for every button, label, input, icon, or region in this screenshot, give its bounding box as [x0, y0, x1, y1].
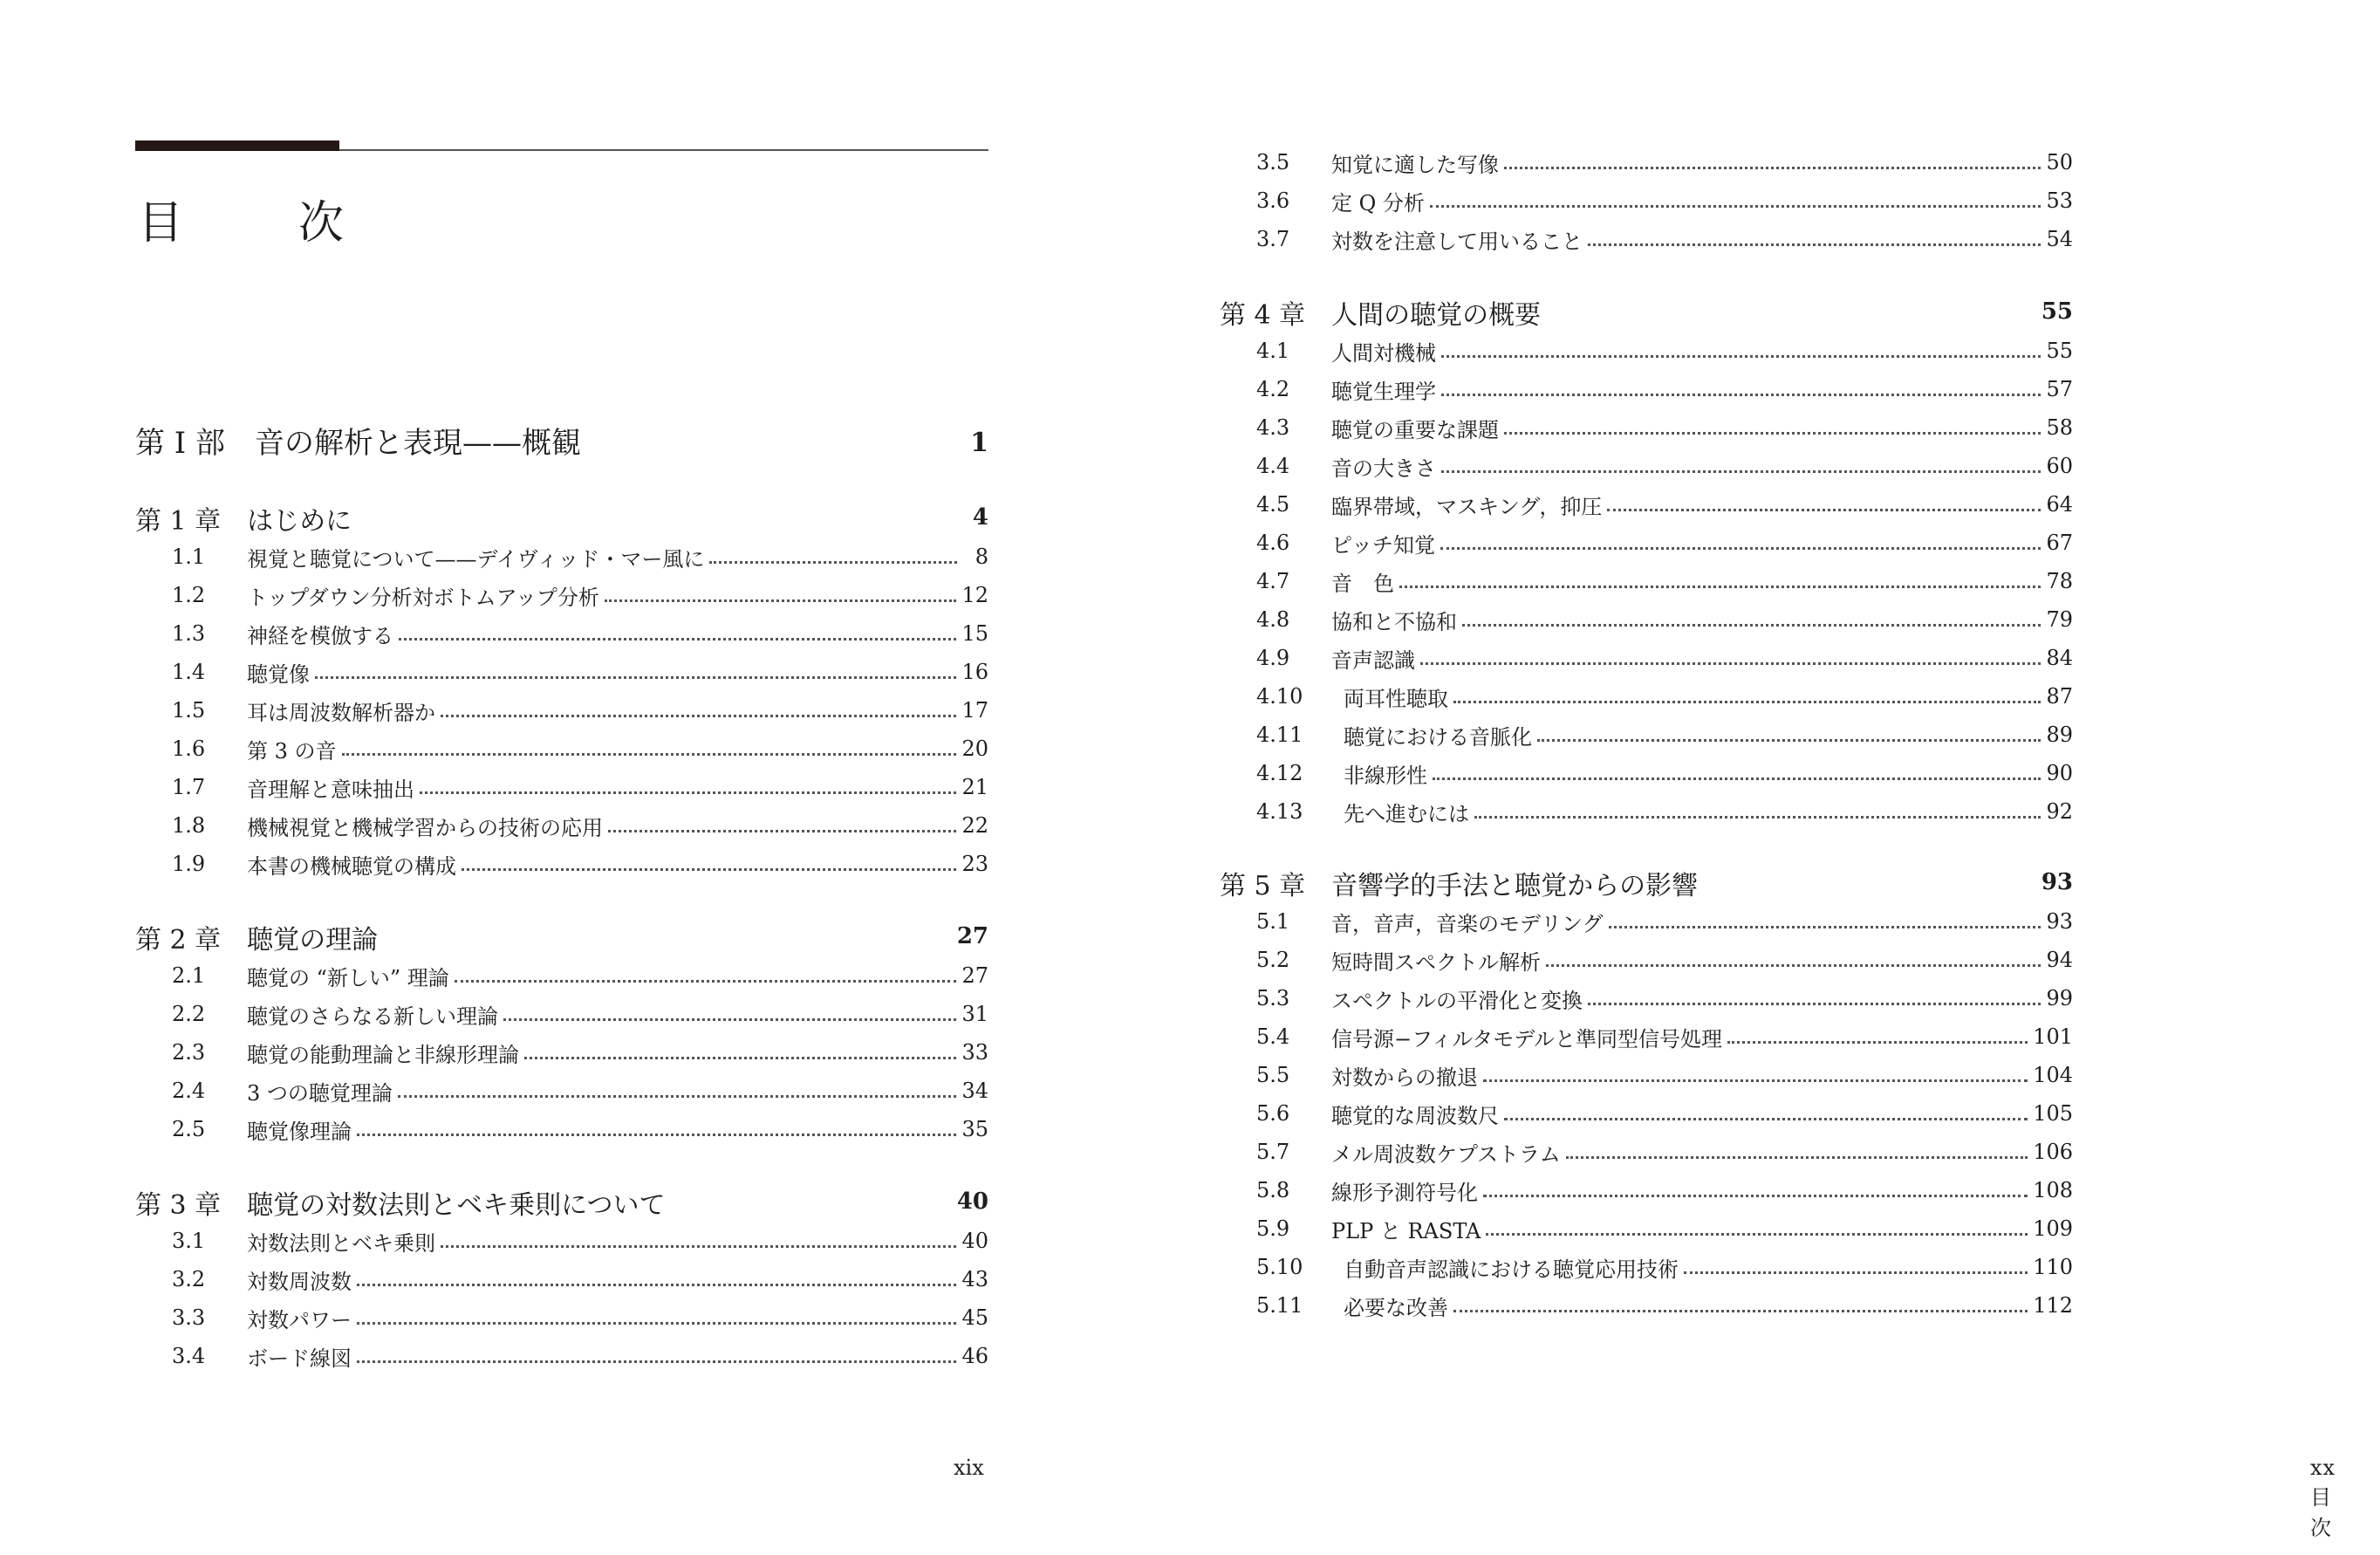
- entry-title: 音の大きさ: [1331, 456, 1436, 481]
- toc-entry-5-9[interactable]: [1220, 1209, 2073, 1248]
- entry-page: 54: [2046, 227, 2073, 251]
- toc-entry-5-6[interactable]: [1220, 1094, 2073, 1133]
- entry-title: 本書の機械聴覚の構成: [247, 853, 456, 879]
- entry-page: 109: [2033, 1216, 2073, 1241]
- entry-title: 聴覚像理論: [247, 1119, 352, 1144]
- dot-leader: [605, 599, 957, 602]
- dot-leader: [1609, 926, 2041, 928]
- chapter-heading[interactable]: [135, 1183, 988, 1220]
- entry-title: 定 Q 分析: [1331, 190, 1425, 216]
- dot-leader: [1607, 509, 2041, 511]
- entry-number: 2.3: [172, 1040, 206, 1065]
- entry-number: 5.2: [1256, 948, 1290, 972]
- toc-entry-5-2[interactable]: [1220, 941, 2073, 979]
- entry-page: 20: [961, 736, 988, 761]
- entry-number: 4.10: [1256, 684, 1303, 709]
- toc-entry-4-13[interactable]: [1220, 792, 2073, 831]
- entry-page: 8: [975, 545, 988, 569]
- dot-leader: [1483, 1079, 2028, 1082]
- chapter-page: 40: [956, 1189, 988, 1215]
- entry-number: 1.2: [172, 583, 206, 607]
- entry-title: 第 3 の音: [247, 738, 337, 764]
- entry-title: 視覚と聴覚について——デイヴィッド・マー風に: [247, 546, 705, 572]
- entry-title: スペクトルの平滑化と変換: [1331, 988, 1583, 1013]
- dot-leader: [709, 561, 957, 564]
- toc-entry-3-1[interactable]: [135, 1222, 988, 1260]
- entry-title: 音，音声，音楽のモデリング: [1331, 911, 1604, 936]
- dot-leader: [1462, 624, 2041, 627]
- entry-page: 21: [961, 775, 988, 799]
- entry-page: 112: [2033, 1293, 2073, 1318]
- dot-leader: [441, 715, 956, 717]
- entry-title: 線形予測符号化: [1331, 1180, 1478, 1205]
- chapter-heading[interactable]: [1220, 864, 2073, 901]
- title-rule-thin: [339, 149, 988, 151]
- entry-title: 神経を模倣する: [247, 623, 393, 648]
- toc-entry-4-12[interactable]: [1220, 754, 2073, 792]
- entry-number: 1.4: [172, 660, 206, 684]
- entry-title: 協和と不協和: [1331, 609, 1457, 634]
- entry-page: 110: [2033, 1255, 2073, 1279]
- entry-page: 31: [961, 1002, 988, 1026]
- folio-right: [2310, 1456, 2380, 1541]
- entry-number: 3.2: [172, 1267, 206, 1291]
- entry-page: 46: [961, 1344, 988, 1368]
- part-heading[interactable]: [135, 419, 988, 471]
- entry-page: 105: [2033, 1101, 2073, 1126]
- dot-leader: [1441, 470, 2041, 473]
- running-head: 目次: [2310, 1485, 2343, 1540]
- entry-page: 106: [2033, 1140, 2073, 1164]
- toc-entry-4-1[interactable]: [1220, 332, 2073, 370]
- toc-entry-1-5[interactable]: [135, 691, 988, 730]
- dot-leader: [1441, 355, 2041, 358]
- dot-leader: [462, 868, 956, 871]
- entry-number: 1.9: [172, 852, 206, 876]
- entry-title: 音 色: [1331, 571, 1394, 596]
- entry-number: 3.1: [172, 1229, 206, 1253]
- toc-entry-1-3[interactable]: [135, 614, 988, 653]
- entry-page: 35: [961, 1117, 988, 1141]
- toc-entry-5-8[interactable]: [1220, 1171, 2073, 1209]
- part-label: 第 I 部 音の解析と表現——概観: [135, 426, 582, 461]
- toc-entry-4-4[interactable]: [1220, 447, 2073, 485]
- entry-number: 4.11: [1256, 723, 1303, 747]
- entry-page: 101: [2033, 1024, 2073, 1049]
- chapter-label: 第 3 章 聴覚の対数法則とベキ乗則について: [135, 1190, 666, 1221]
- entry-page: 84: [2046, 646, 2073, 670]
- dot-leader: [503, 1018, 956, 1021]
- toc-title: 目 次: [138, 197, 380, 250]
- dot-leader: [420, 791, 956, 794]
- part-page: 1: [970, 428, 988, 458]
- right-page: [1091, 0, 2343, 1555]
- entry-title: 両耳性聴取: [1344, 686, 1448, 711]
- entry-title: 対数法則とベキ乗則: [247, 1230, 435, 1256]
- dot-leader: [1453, 1310, 2028, 1312]
- entry-title: PLP と RASTA: [1331, 1218, 1481, 1243]
- entry-title: 聴覚的な周波数尺: [1331, 1103, 1499, 1128]
- entry-page: 89: [2046, 723, 2073, 747]
- entry-number: 2.5: [172, 1117, 206, 1141]
- entry-title: 3 つの聴覚理論: [247, 1080, 393, 1106]
- entry-title: 短時間スペクトル解析: [1331, 949, 1541, 975]
- entry-page: 90: [2046, 761, 2073, 785]
- entry-page: 87: [2046, 684, 2073, 709]
- entry-title: 音声認識: [1331, 647, 1415, 673]
- left-page: [0, 0, 1091, 1555]
- dot-leader: [315, 676, 956, 679]
- chapter-heading[interactable]: [135, 918, 988, 955]
- entry-page: 92: [2046, 799, 2073, 824]
- entry-title: 自動音声認識における聴覚応用技術: [1344, 1257, 1679, 1282]
- entry-page: 22: [961, 813, 988, 838]
- entry-number: 2.2: [172, 1002, 206, 1026]
- entry-number: 5.1: [1256, 909, 1290, 934]
- dot-leader: [357, 1134, 956, 1136]
- chapter-label: 第 4 章 人間の聴覚の概要: [1220, 300, 1542, 331]
- entry-page: 16: [961, 660, 988, 684]
- dot-leader: [1433, 778, 2041, 780]
- entry-number: 5.10: [1256, 1255, 1303, 1279]
- right-chapter-5: [1220, 864, 2073, 1325]
- toc-entry-4-5[interactable]: [1220, 485, 2073, 524]
- entry-title: 聴覚像: [247, 661, 310, 687]
- entry-number: 4.8: [1256, 607, 1290, 632]
- dot-leader: [1588, 1003, 2041, 1005]
- toc-entry-5-7[interactable]: [1220, 1133, 2073, 1171]
- entry-number: 3.6: [1256, 188, 1290, 213]
- entry-title: 聴覚生理学: [1331, 379, 1436, 404]
- dot-leader: [398, 1095, 957, 1098]
- entry-title: ピッチ知覚: [1331, 532, 1436, 558]
- entry-page: 94: [2046, 948, 2073, 972]
- entry-number: 3.4: [172, 1344, 206, 1368]
- entry-number: 2.4: [172, 1079, 206, 1103]
- dot-leader: [399, 638, 956, 640]
- entry-number: 3.7: [1256, 227, 1290, 251]
- entry-title: 知覚に適した写像: [1331, 152, 1499, 177]
- entry-page: 57: [2046, 377, 2073, 401]
- entry-title: 機械視覚と機械学習からの技術の応用: [247, 815, 603, 840]
- entry-number: 4.1: [1256, 339, 1290, 363]
- entry-page: 55: [2046, 339, 2073, 363]
- chapter-page: 55: [2041, 298, 2073, 325]
- entry-number: 5.4: [1256, 1024, 1290, 1049]
- entry-title: 対数周波数: [247, 1269, 352, 1294]
- entry-title: 聴覚の “新しい” 理論: [247, 965, 449, 990]
- toc-entry-5-4[interactable]: [1220, 1017, 2073, 1056]
- dot-leader: [1474, 816, 2041, 819]
- entry-page: 78: [2046, 569, 2073, 593]
- entry-page: 12: [961, 583, 988, 607]
- dot-leader: [1537, 739, 2041, 742]
- entry-page: 50: [2046, 150, 2073, 175]
- dot-leader: [1486, 1233, 2028, 1236]
- entry-number: 1.3: [172, 621, 206, 646]
- chapter-label: 第 2 章 聴覚の理論: [135, 925, 379, 956]
- entry-page: 64: [2046, 492, 2073, 517]
- entry-number: 4.12: [1256, 761, 1303, 785]
- folio-right-number: xx: [2310, 1456, 2336, 1480]
- dot-leader: [1483, 1195, 2028, 1197]
- entry-number: 3.3: [172, 1305, 206, 1330]
- entry-number: 1.8: [172, 813, 206, 838]
- dot-leader: [357, 1284, 956, 1286]
- entry-number: 4.2: [1256, 377, 1290, 401]
- toc-entry-1-8[interactable]: [135, 806, 988, 845]
- toc-entry-1-7[interactable]: [135, 768, 988, 806]
- toc-entry-2-4[interactable]: [135, 1072, 988, 1110]
- chapter-label: 第 1 章 はじめに: [135, 506, 352, 537]
- entry-page: 79: [2046, 607, 2073, 632]
- dot-leader: [455, 980, 957, 983]
- toc-entry-2-5[interactable]: [135, 1110, 988, 1148]
- entry-page: 45: [961, 1305, 988, 1330]
- entry-number: 4.6: [1256, 531, 1290, 555]
- entry-page: 104: [2033, 1063, 2073, 1087]
- entry-page: 53: [2046, 188, 2073, 213]
- dot-leader: [524, 1057, 956, 1059]
- entry-number: 5.8: [1256, 1178, 1290, 1202]
- entry-title: ボード線図: [247, 1346, 352, 1371]
- right-chapter-4: [1220, 293, 2073, 831]
- entry-page: 99: [2046, 986, 2073, 1010]
- entry-title: 聴覚のさらなる新しい理論: [247, 1004, 498, 1029]
- left-chapter-1: [135, 499, 988, 883]
- entry-number: 3.5: [1256, 150, 1290, 175]
- entry-number: 5.5: [1256, 1063, 1290, 1087]
- toc-entry-2-2[interactable]: [135, 995, 988, 1033]
- entry-number: 1.1: [172, 545, 206, 569]
- entry-title: 臨界帯域，マスキング，抑圧: [1331, 494, 1603, 519]
- dot-leader: [357, 1360, 956, 1363]
- toc-entry-3-5[interactable]: [1220, 143, 2073, 182]
- toc-entry-4-10[interactable]: [1220, 677, 2073, 716]
- dot-leader: [1546, 964, 2041, 967]
- toc-entry-2-1[interactable]: [135, 956, 988, 995]
- entry-title: 聴覚の重要な課題: [1331, 417, 1499, 442]
- entry-number: 1.7: [172, 775, 206, 799]
- chapter-page: 93: [2041, 869, 2073, 895]
- chapter-page: 27: [956, 923, 988, 949]
- entry-number: 4.5: [1256, 492, 1290, 517]
- chapter-label: 第 5 章 音響学的手法と聴覚からの影響: [1220, 871, 1699, 901]
- entry-page: 33: [961, 1040, 988, 1065]
- dot-leader: [441, 1245, 956, 1248]
- entry-page: 23: [961, 852, 988, 876]
- entry-title: 聴覚の能動理論と非線形理論: [247, 1042, 519, 1067]
- dot-leader: [1453, 701, 2041, 703]
- dot-leader: [1588, 243, 2041, 246]
- toc-entry-3-3[interactable]: [135, 1298, 988, 1337]
- entry-number: 5.3: [1256, 986, 1290, 1010]
- entry-page: 58: [2046, 415, 2073, 440]
- entry-page: 17: [961, 698, 988, 723]
- entry-title: 耳は周波数解析器か: [247, 700, 435, 725]
- toc-entry-4-8[interactable]: [1220, 600, 2073, 639]
- dot-leader: [608, 830, 956, 832]
- toc-entry-4-3[interactable]: [1220, 408, 2073, 447]
- dot-leader: [1441, 394, 2041, 396]
- dot-leader: [1440, 547, 2041, 550]
- entry-number: 5.7: [1256, 1140, 1290, 1164]
- entry-page: 108: [2033, 1178, 2073, 1202]
- left-chapter-3: [135, 1183, 988, 1375]
- entry-title: トップダウン分析対ボトムアップ分析: [247, 585, 599, 610]
- toc-entry-4-9[interactable]: [1220, 639, 2073, 677]
- toc-entry-5-11[interactable]: [1220, 1286, 2073, 1325]
- entry-title: 人間対機械: [1331, 340, 1436, 366]
- entry-page: 43: [961, 1267, 988, 1291]
- entry-number: 4.7: [1256, 569, 1290, 593]
- entry-title: 必要な改善: [1344, 1295, 1448, 1320]
- toc-entry-4-7[interactable]: [1220, 562, 2073, 600]
- toc-entry-1-6[interactable]: [135, 730, 988, 768]
- entry-number: 5.11: [1256, 1293, 1303, 1318]
- chapter-heading[interactable]: [1220, 293, 2073, 330]
- entry-number: 4.13: [1256, 799, 1303, 824]
- toc-entry-5-5[interactable]: [1220, 1056, 2073, 1094]
- left-chapter-2: [135, 918, 988, 1148]
- entry-title: メル周波数ケプストラム: [1331, 1141, 1561, 1167]
- toc-entry-3-2[interactable]: [135, 1260, 988, 1298]
- entry-title: 対数を注意して用いること: [1331, 229, 1583, 254]
- toc-entry-4-6[interactable]: [1220, 524, 2073, 562]
- toc-entry-5-3[interactable]: [1220, 979, 2073, 1017]
- entry-title: 対数からの撤退: [1331, 1065, 1478, 1090]
- toc-entry-3-7[interactable]: [1220, 220, 2073, 258]
- entry-number: 5.9: [1256, 1216, 1290, 1241]
- entry-page: 60: [2046, 454, 2073, 478]
- toc-entry-4-2[interactable]: [1220, 370, 2073, 408]
- entry-title: 先へ進むには: [1344, 801, 1469, 826]
- entry-title: 非線形性: [1344, 763, 1427, 788]
- entry-title: 音理解と意味抽出: [247, 777, 414, 802]
- dot-leader: [1504, 1118, 2028, 1120]
- dot-leader: [1727, 1041, 2028, 1044]
- folio-left: xix: [954, 1456, 984, 1480]
- title-rule-thick: [135, 140, 339, 151]
- entry-page: 27: [961, 963, 988, 988]
- toc-entry-5-1[interactable]: [1220, 902, 2073, 941]
- entry-title: 対数パワー: [247, 1307, 352, 1332]
- toc-entry-4-11[interactable]: [1220, 716, 2073, 754]
- toc-entry-1-1[interactable]: [135, 538, 988, 576]
- entry-page: 40: [961, 1229, 988, 1253]
- entry-number: 5.6: [1256, 1101, 1290, 1126]
- entry-page: 93: [2046, 909, 2073, 934]
- entry-title: 信号源−フィルタモデルと準同型信号処理: [1331, 1026, 1723, 1052]
- chapter-heading[interactable]: [135, 499, 988, 536]
- toc-entry-3-4[interactable]: [135, 1337, 988, 1375]
- toc-entry-2-3[interactable]: [135, 1033, 988, 1072]
- chapter-page: 4: [972, 504, 988, 531]
- toc-entry-1-9[interactable]: [135, 845, 988, 883]
- dot-leader: [1430, 205, 2041, 208]
- chapter-3-continued: [1220, 143, 2073, 258]
- dot-leader: [1504, 432, 2041, 435]
- entry-number: 1.5: [172, 698, 206, 723]
- dot-leader: [357, 1322, 956, 1325]
- entry-number: 4.9: [1256, 646, 1290, 670]
- toc-entry-1-4[interactable]: [135, 653, 988, 691]
- entry-number: 4.3: [1256, 415, 1290, 440]
- entry-number: 4.4: [1256, 454, 1290, 478]
- entry-page: 67: [2046, 531, 2073, 555]
- dot-leader: [1504, 167, 2041, 169]
- entry-page: 15: [961, 621, 988, 646]
- entry-page: 34: [961, 1079, 988, 1103]
- dot-leader: [1684, 1271, 2028, 1274]
- entry-title: 聴覚における音脈化: [1344, 724, 1532, 750]
- dot-leader: [1420, 662, 2041, 665]
- entry-number: 1.6: [172, 736, 206, 761]
- toc-entry-3-6[interactable]: [1220, 182, 2073, 220]
- toc-entry-1-2[interactable]: [135, 576, 988, 614]
- dot-leader: [1399, 586, 2041, 588]
- dot-leader: [342, 753, 957, 756]
- entry-number: 2.1: [172, 963, 206, 988]
- toc-entry-5-10[interactable]: [1220, 1248, 2073, 1286]
- dot-leader: [1566, 1156, 2028, 1159]
